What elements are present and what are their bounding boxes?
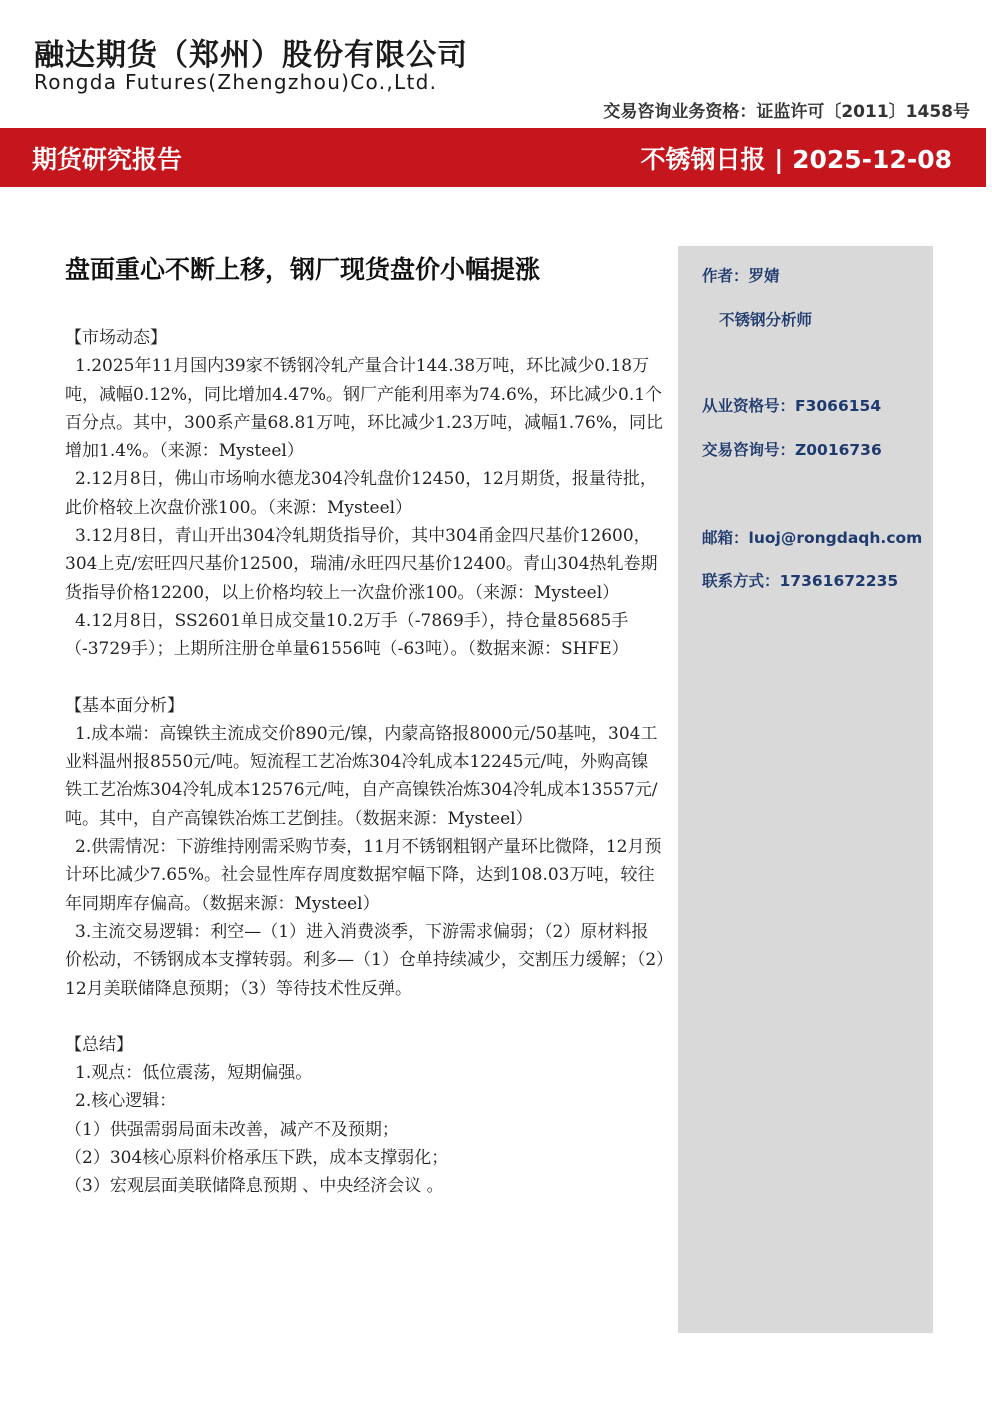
paragraph: 1.2025年11月国内39家不锈钢冷轧产量合计144.38万吨，环比减少0.18万吨，减幅0.12%，同比增加4.47%。钢厂产能利用率为74.6%，环比减少0.1个百分点。其中，300系产量68.81万吨，环比减少1.23万吨，减幅1.76%，同比增加1.4%。（来源：Mysteel） <box>65 356 663 462</box>
qualification-label: 从业资格号： <box>702 397 796 415</box>
paragraph: 3.12月8日，青山开出304冷轧期货指导价，其中304甬金四尺基价12600，304上克/宏旺四尺基价12500，瑞浦/永旺四尺基价12400。青山304热轧卷期货指导价格12200，以上价格均较上一次盘价涨100。（来源：Mysteel） <box>65 526 658 603</box>
author-title: 不锈钢分析师 <box>719 311 813 329</box>
paragraph: 1.观点：低位震荡，短期偏强。 <box>75 1063 313 1084</box>
section-title: 【总结】 <box>65 1034 133 1055</box>
paragraph: 1.成本端：高镍铁主流成交价890元/镍，内蒙高铬报8000元/50基吨，304工业料温州报8550元/吨。短流程工艺冶炼304冷轧成本12245元/吨，外购高镍铁工艺冶炼304冷轧成本12576元/吨，自产高镍铁冶炼304冷轧成本13557元/吨。其中，自产高镍铁冶炼工艺倒挂。（数据来源：Mysteel） <box>65 723 658 829</box>
qualification-value: F3066154 <box>795 397 882 415</box>
phone-value: 17361672235 <box>779 572 899 590</box>
consult-value: Z0016736 <box>795 441 882 459</box>
report-type-label: 期货研究报告 <box>32 145 183 174</box>
paragraph: 4.12月8日，SS2601单日成交量10.2万手（-7869手），持仓量85685手（-3729手）；上期所注册仓单量61556吨（-63吨）。（数据来源：SHFE） <box>65 610 629 660</box>
report-headline: 盘面重心不断上移，钢厂现货盘价小幅提涨 <box>65 255 541 284</box>
report-title-date: 不锈钢日报 | 2025-12-08 <box>640 145 952 174</box>
author-sidebar <box>678 246 933 1333</box>
license-info: 交易咨询业务资格：证监许可〔2011〕1458号 <box>603 102 970 122</box>
report-banner <box>0 128 986 187</box>
paragraph: 2.12月8日，佛山市场响水德龙304冷轧盘价12450，12月期货，报量待批，此价格较上次盘价涨100。（来源：Mysteel） <box>65 469 657 518</box>
author-name: 罗婧 <box>748 267 780 285</box>
paragraph: （3）宏观层面美联储降息预期 、中央经济会议 。 <box>65 1176 444 1197</box>
paragraph: 2.供需情况：下游维持刚需采购节奏，11月不锈钢粗钢产量环比微降，12月预计环比减少7.65%。社会显性库存周度数据窄幅下降，达到108.03万吨，较往年同期库存偏高。（数据来源：Mysteel） <box>65 837 662 914</box>
section-fundamentals <box>65 692 665 1003</box>
consult-line <box>702 438 882 460</box>
section-summary <box>65 1031 665 1201</box>
company-name-cn: 融达期货（郑州）股份有限公司 <box>34 38 468 73</box>
author-line <box>702 264 780 286</box>
email-line <box>702 526 922 548</box>
section-market-dynamics <box>65 324 665 664</box>
section-title: 【基本面分析】 <box>65 695 184 716</box>
company-name-en: Rongda Futures(Zhengzhou)Co.,Ltd. <box>34 70 438 94</box>
section-title: 【市场动态】 <box>65 328 167 348</box>
paragraph: （2）304核心原料价格承压下跌，成本支撑弱化； <box>65 1148 449 1169</box>
paragraph: 3.主流交易逻辑：利空—（1）进入消费淡季，下游需求偏弱；（2）原材料报价松动，不锈钢成本支撑转弱。利多—（1）仓单持续减少，交割压力缓解；（2）12月美联储降息预期；（3）等待技术性反弹。 <box>65 921 665 999</box>
author-label: 作者： <box>702 267 749 285</box>
main-content <box>65 250 665 1229</box>
phone-line <box>702 569 898 591</box>
paragraph: 2.核心逻辑： <box>75 1091 177 1112</box>
phone-label: 联系方式： <box>702 572 780 590</box>
paragraph: （1）供强需弱局面未改善，减产不及预期； <box>65 1119 399 1140</box>
email-link[interactable]: luoj@rongdaqh.com <box>748 529 923 547</box>
email-label: 邮箱： <box>702 529 749 547</box>
qualification-line <box>702 394 881 416</box>
consult-label: 交易咨询号： <box>702 441 796 459</box>
